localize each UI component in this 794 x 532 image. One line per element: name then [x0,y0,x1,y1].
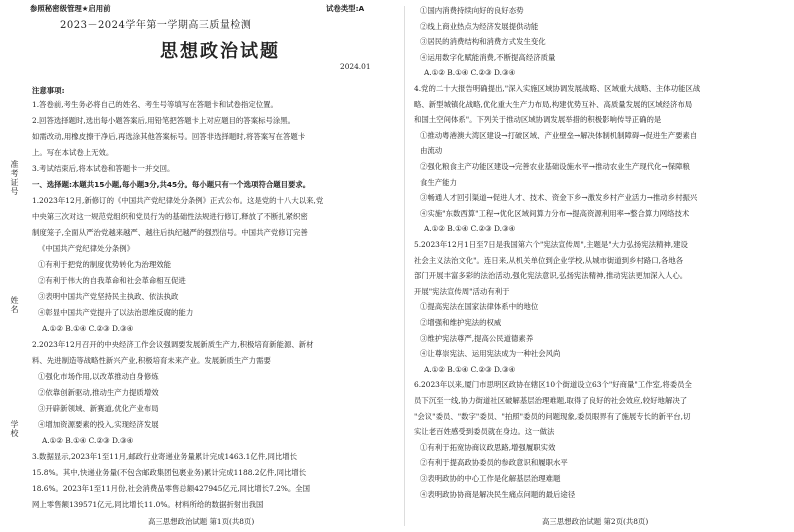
paper-type-label: 试卷类型:A [326,4,365,13]
page-2-text-line: ④表明政协协商是解决民生痛点问题的最后途径 [420,489,576,499]
page-1-text-line: 2.回答选择题时,选出每小题答案后,用铅笔把答题卡上对应题目的答案标号涂黑。 [32,116,296,125]
page-1-text-line: 制度笼子,全面从严治党越来越严、越往后执纪越严的强烈信号。中国共产党修订完善 [32,228,308,237]
page-2-text-line: ③维护宪法尊严,提高公民道德素养 [420,333,534,343]
page-2-text-line: 由流动 [420,146,443,156]
page-2-text-line: ②有利于提高政协委员的参政意识和履职水平 [420,458,568,468]
page-1-text-line: 料、先进制造等战略性新兴产业,积极培育未来产业。发展新质生产力需要 [32,356,271,365]
binding-gutter [0,0,30,532]
page-2-text-line: 4.党的二十大报告明确提出,"深入实施区域协调发展战略、区域重大战略、主体功能区战 [414,84,701,93]
page-2-text-line: "会议"委员、"数字"委员、"拍照"委员的问题现象,委员眼界有了施展专长的新平台,切 [414,411,691,421]
page-2-text-line: ④让尊崇宪法、运用宪法成为一种社会风尚 [420,349,561,359]
page-1-text-line: 网上零售额139571亿元,同比增长11.0%。材料所给的数据折射出我国 [32,500,264,509]
page-1-footer: 高三思想政治试题 第1页(共8页) [148,517,255,526]
page-2-text-line: 略、新型城镇化战略,优化重大生产力布局,构建优势互补、高质量发展的区域经济布局 [414,99,693,109]
page-divider [404,6,405,526]
page-2-text-line: A.①② B.①④ C.②③ D.③④ [424,364,516,374]
page-1-text-line: 中央第三次对这一规范党组织和党员行为的基础性法规进行修订,释放了不断扎紧织密 [32,212,308,221]
page-2-text-line: ②增强和维护宪法的权威 [420,318,502,327]
page-1-text-line: 一、选择题:本题共15小题,每小题3分,共45分。每小题只有一个选项符合题目要求。 [32,180,311,189]
page-2-text-line: ①提高宪法在国家法律体系中的地位 [420,302,539,312]
page-1-text-line: 如需改动,用橡皮擦干净后,再选涂其他答案标号。回答非选择题时,将答案写在答题卡 [32,132,306,141]
page-2-text-line: 开展"宪法宣传周"活动有利于 [414,286,510,296]
page-2-text-line: 食生产能力 [420,177,457,187]
page-2-text-line: ③居民的消费结构和消费方式发生变化 [420,37,546,47]
page-1-text-line: 2.2023年12月召开的中央经济工作会议强调要发展新质生产力,积极培育新能源、新材 [32,340,314,349]
page-1-text-line: 15.8%。其中,快递业务量(不包含邮政集团包裹业务)累计完成1188.2亿件,同比增长 [32,468,307,477]
page-2-text-line: 部门开展丰富多彩的法治活动,强化宪法意识,弘扬宪法精神,推动宪法更加深入人心。 [414,271,688,281]
gutter-label-name: 姓名 [10,296,19,314]
page-1-text-line: 1.答卷前,考生务必将自己的姓名、考生号等填写在答题卡和试卷指定位置。 [32,100,278,109]
page-2-text-line: 6.2023年以来,厦门市思明区政协在辖区10个街道设立63个"好商量"工作室,将委员全 [414,380,692,390]
page-2-text-line: ③表明政协的中心工作是化解基层治理难题 [420,474,561,483]
exam-title: 2023－2024学年第一学期高三质量检测 [60,20,252,31]
page-2-text-line: ④实施"东数西算"工程→优化区域间算力分布→提高资源利用率→整合算力网络技术 [420,208,690,218]
security-level-label: 参照秘密级管理★启用前 [30,4,111,13]
page-1-text-line: 《中国共产党纪律处分条例》 [38,244,135,253]
subject-title: 思想政治试题 [160,41,280,62]
page-1-text-line: ④增加资源要素的投入,实现经济发展 [38,420,159,429]
page-1-text-line: ②有利于伟大的自我革命和社会革命相互促进 [38,276,186,285]
page-1-text-line: ④彰显中国共产党提升了以法治思维反腐的能力 [38,308,194,317]
page-2-text-line: 员下沉至一线,协力街道社区破解基层治理难题,取得了良好的社会效应,较好地解决了 [414,396,688,405]
page-1-text-line: 上。写在本试卷上无效。 [32,148,114,157]
page-2-text-line: ④运用数字化赋能消费,不断提高经济质量 [420,52,556,62]
page-2-text-line: ③畅通人才回引渠道→促进人才、技术、资金下乡→激发乡村产业活力→推动乡村振兴 [420,193,698,203]
page-2-text-line: ②线上商业热点为经济发展提供动能 [420,21,539,31]
page-1-text-line: A.①② B.①④ C.②③ D.③④ [42,436,134,445]
gutter-label-exam-number: 准考证号 [10,160,19,196]
notes-heading: 注意事项: [32,86,65,95]
page-1-text-line: ②依靠创新驱动,推动生产力提质增效 [38,388,159,397]
page-2-text-line: 社会主义法治文化"。连日来,从机关单位到企业学校,从城市街道到乡村路口,各地各 [414,255,684,265]
page-1-text-line: 3.考试结束后,将本试卷和答题卡一并交回。 [32,164,175,173]
page-2-text-line: ②强化粮食主产功能区建设→完善农业基础设施水平→推动农业生产现代化→保障粮 [420,162,690,171]
page-1-text-line: ③开辟新领域、新赛道,优化产业布局 [38,404,159,413]
page-1-text-line: 18.6%。2023年1至11月份,社会消费品零售总额427945亿元,同比增长7.2%。全国 [32,484,311,493]
page-1-text-line: A.①② B.①④ C.②③ D.③④ [42,324,134,333]
page-1-text-line: 3.数据显示,2023年1至11月,邮政行业寄递业务量累计完成1463.1亿件,同比增长 [32,452,298,461]
page-2-text-line: 和国土空间体系"。下列关于推动区域协调发展举措的积极影响传导正确的是 [414,115,662,125]
exam-date: 2024.01 [340,62,371,71]
page-1-text-line: 1.2023年12月,新修订的《中国共产党纪律处分条例》正式公布。这是党的十八大以来,党 [32,196,324,205]
page-2-text-line: 实让老百姓感受到委员就在身边。这一做法 [414,427,555,437]
gutter-label-school: 学校 [10,420,19,438]
page-2-text-line: ①推动粤港澳大湾区建设→打破区域、产业壁垒→解决体制机制障碍→促进生产要素自 [420,130,698,140]
page-1-text-line: ③表明中国共产党坚持民主执政、依法执政 [38,292,179,301]
page-1-text-line: ①有利于把党的制度优势转化为治理效能 [38,260,172,269]
page-1-text-line: ①强化市场作用,以改革推动自身修炼 [38,372,159,381]
page-2-text-line: ①国内消费持续向好的良好态势 [420,6,524,15]
page-2-text-line: A.①② B.①④ C.②③ D.③④ [424,68,516,78]
page-2-text-line: 5.2023年12月1日至7日是我国第六个"宪法宣传周",主题是"大力弘扬宪法精神,建设 [414,240,688,249]
page-2-text-line: ①有利于拓宽协商议政思路,增强履职实效 [420,442,556,452]
page-2-footer: 高三思想政治试题 第2页(共8页) [542,517,649,526]
page-2-text-line: A.①② B.①④ C.②③ D.③④ [424,224,516,234]
